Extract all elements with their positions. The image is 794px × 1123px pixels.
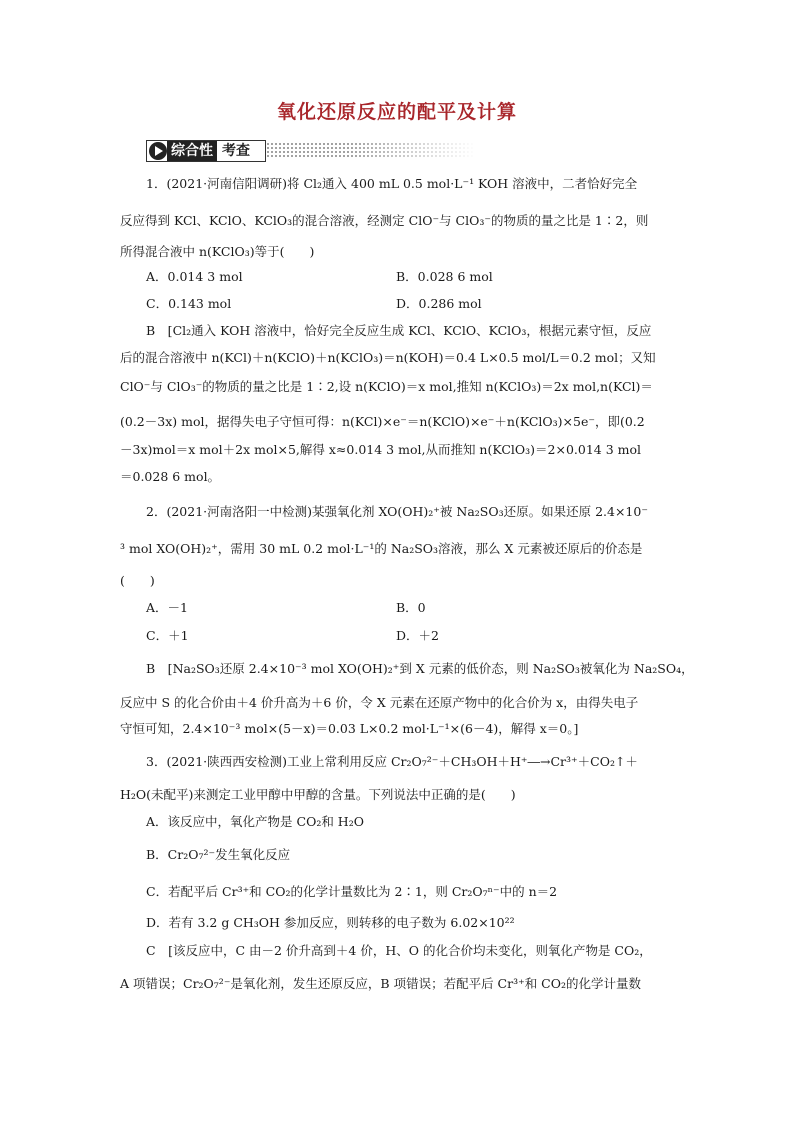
answer-2-line: 守恒可知，2.4×10⁻³ mol×(5－x)＝0.03 L×0.2 mol·L⁻¹×(6－4)，解得 x＝0。] xyxy=(120,721,579,736)
option-c: C．0.143 mol xyxy=(146,296,232,311)
answer-1-line: (0.2－3x) mol，据得失电子守恒可得：n(KCl)×e⁻＝n(KClO)×e⁻＋n(KClO₃)×5e⁻，即(0.2 xyxy=(120,414,645,429)
question-3-line: 3．(2021·陕西西安检测)工业上常利用反应 Cr₂O₇²⁻＋CH₃OH＋H⁺―→Cr³⁺＋CO₂↑＋ xyxy=(146,754,638,769)
option-c: C．若配平后 Cr³⁺和 CO₂的化学计量数比为 2∶1，则 Cr₂O₇ⁿ⁻中的 n＝2 xyxy=(146,884,558,899)
answer-1-line: ClO⁻与 ClO₃⁻的物质的量之比是 1∶2,设 n(KClO)＝x mol,推知 n(KClO₃)＝2x mol,n(KCl)＝ xyxy=(120,379,653,394)
question-2-line: 2．(2021·河南洛阳一中检测)某强氧化剂 XO(OH)₂⁺被 Na₂SO₃还原。如果还原 2.4×10⁻ xyxy=(146,504,648,519)
page-title: 氧化还原反应的配平及计算 xyxy=(276,101,517,123)
option-b: B．Cr₂O₇²⁻发生氧化反应 xyxy=(146,847,291,862)
answer-3-line: A 项错误；Cr₂O₇²⁻是氧化剂，发生还原反应，B 项错误；若配平后 Cr³⁺和 CO₂的化学计量数 xyxy=(120,976,641,991)
option-b: B．0.028 6 mol xyxy=(396,269,493,284)
badge-label-right: 考查 xyxy=(222,143,250,159)
question-1-line: 所得混合液中 n(KClO₃)等于( ) xyxy=(120,244,315,259)
option-b: B．0 xyxy=(396,600,426,615)
option-a: A．该反应中，氧化产物是 CO₂和 H₂O xyxy=(146,814,364,829)
option-d: D．＋2 xyxy=(396,628,439,643)
answer-1-line: －3x)mol＝x mol＋2x mol×5,解得 x≈0.014 3 mol,从而推知 n(KClO₃)＝2×0.014 3 mol xyxy=(120,442,642,457)
answer-1-line: ＝0.028 6 mol。 xyxy=(120,469,221,484)
option-d: D．0.286 mol xyxy=(396,296,482,311)
badge-label-left: 综合性 xyxy=(167,141,217,161)
dotted-bar xyxy=(266,142,476,158)
answer-2-line: B [Na₂SO₃还原 2.4×10⁻³ mol XO(OH)₂⁺到 X 元素的低价态，则 Na₂SO₃被氧化为 Na₂SO₄， xyxy=(146,661,694,676)
question-3-line: H₂O(未配平)来测定工业甲醇中甲醇的含量。下列说法中正确的是( ) xyxy=(120,787,516,802)
section-badge-box xyxy=(146,140,266,162)
question-2-line: ( ) xyxy=(120,573,155,588)
option-a: A．－1 xyxy=(146,600,188,615)
question-2-line: ³ mol XO(OH)₂⁺，需用 30 mL 0.2 mol·L⁻¹的 Na₂SO₃溶液，那么 X 元素被还原后的价态是 xyxy=(120,541,643,556)
option-d: D．若有 3.2 g CH₃OH 参加反应，则转移的电子数为 6.02×10²² xyxy=(146,915,515,930)
answer-1-line: 后的混合溶液中 n(KCl)＋n(KClO)＋n(KClO₃)＝n(KOH)＝0.4 L×0.5 mol/L＝0.2 mol；又知 xyxy=(120,350,656,365)
answer-2-line: 反应中 S 的化合价由＋4 价升高为＋6 价，令 X 元素在还原产物中的化合价为 x，由得失电子 xyxy=(120,695,639,710)
section-badge xyxy=(146,140,476,162)
question-1-line: 1．(2021·河南信阳调研)将 Cl₂通入 400 mL 0.5 mol·L⁻¹ KOH 溶液中，二者恰好完全 xyxy=(146,176,638,191)
option-c: C．＋1 xyxy=(146,628,189,643)
answer-3-line: C [该反应中，C 由－2 价升高到＋4 价，H、O 的化合价均未变化，则氧化产物是 CO₂， xyxy=(146,943,652,958)
answer-1-line: B [Cl₂通入 KOH 溶液中，恰好完全反应生成 KCl、KClO、KClO₃，根据元素守恒，反应 xyxy=(146,323,652,338)
question-1-line: 反应得到 KCl、KClO、KClO₃的混合溶液，经测定 ClO⁻与 ClO₃⁻的物质的量之比是 1∶2，则 xyxy=(120,213,649,228)
play-icon xyxy=(149,142,167,160)
option-a: A．0.014 3 mol xyxy=(146,269,243,284)
